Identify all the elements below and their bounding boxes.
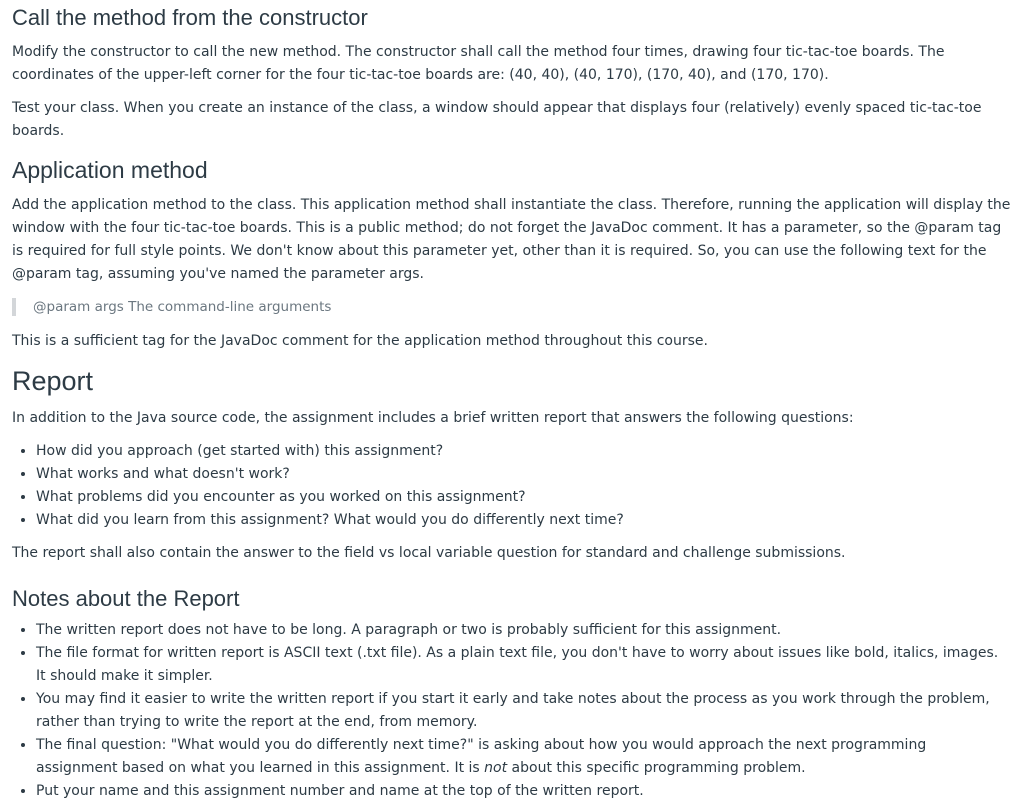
- heading-notes-about-report: Notes about the Report: [12, 586, 240, 611]
- list-item: [36, 734, 1012, 780]
- list-item: • You may find it easier to write the written report if you start it early and take notes about the process as you work through the problem, rather than trying to write the report at the end, from memory.: [36, 688, 1012, 734]
- application-method-paragraph-2: This is a sufficient tag for the JavaDoc comment for the application method throughout this course.: [12, 333, 708, 349]
- list-item: • What problems did you encounter as you worked on this assignment?: [36, 486, 1012, 509]
- param-tag-quote: @param args The command-line arguments: [12, 298, 1012, 316]
- call-method-paragraph-2: Test your class. When you create an instance of the class, a window should appear that displays four (relatively) evenly spaced tic-tac-toe boards.: [12, 100, 982, 139]
- call-method-paragraph-1: Modify the constructor to call the new method. The constructor shall call the method four times, drawing four tic-tac-toe boards. The coordinates of the upper-left corner for the four tic-tac-toe boards are: (40, 40), (40, 170), (170, 40), and (170, 170).: [12, 44, 945, 83]
- application-method-paragraph-1: Add the application method to the class. This application method shall instantiate the class. Therefore, running the application will display the window with the four tic-tac-toe boards. This is a public method; do not forget the JavaDoc comment. It has a parameter, so the @param tag is required for full style points. We don't know about this parameter yet, other than it is required. So, you can use the following text for the @param tag, assuming you've named the parameter args.: [12, 197, 1011, 282]
- list-item: • What did you learn from this assignment? What would you do differently next time?: [36, 509, 1012, 532]
- list-item: • The file format for written report is ASCII text (.txt file). As a plain text file, you don't have to worry about issues like bold, italics, images. It should make it simpler.: [36, 642, 1012, 688]
- list-item: • The written report does not have to be long. A paragraph or two is probably sufficient for this assignment.: [36, 619, 1012, 642]
- note-emphasis: not: [484, 760, 508, 776]
- note-text: The final question: "What would you do differently next time?" is asking about how you would approach the next programming assignment based on what you learned in this assignment. It is: [36, 737, 927, 776]
- report-closing: The report shall also contain the answer to the field vs local variable question for standard and challenge submissions.: [12, 545, 846, 561]
- list-item: • How did you approach (get started with) this assignment?: [36, 440, 1012, 463]
- heading-report: Report: [12, 366, 94, 396]
- list-item: • What works and what doesn't work?: [36, 463, 1012, 486]
- report-intro: In addition to the Java source code, the assignment includes a brief written report that answers the following questions:: [12, 410, 854, 426]
- heading-application-method: Application method: [12, 157, 208, 183]
- report-questions-list: [12, 440, 1012, 532]
- heading-call-method: Call the method from the constructor: [12, 5, 368, 30]
- note-text: about this specific programming problem.: [507, 760, 806, 776]
- list-item: • Put your name and this assignment number and name at the top of the written report.: [36, 780, 1012, 803]
- notes-list: [12, 619, 1012, 803]
